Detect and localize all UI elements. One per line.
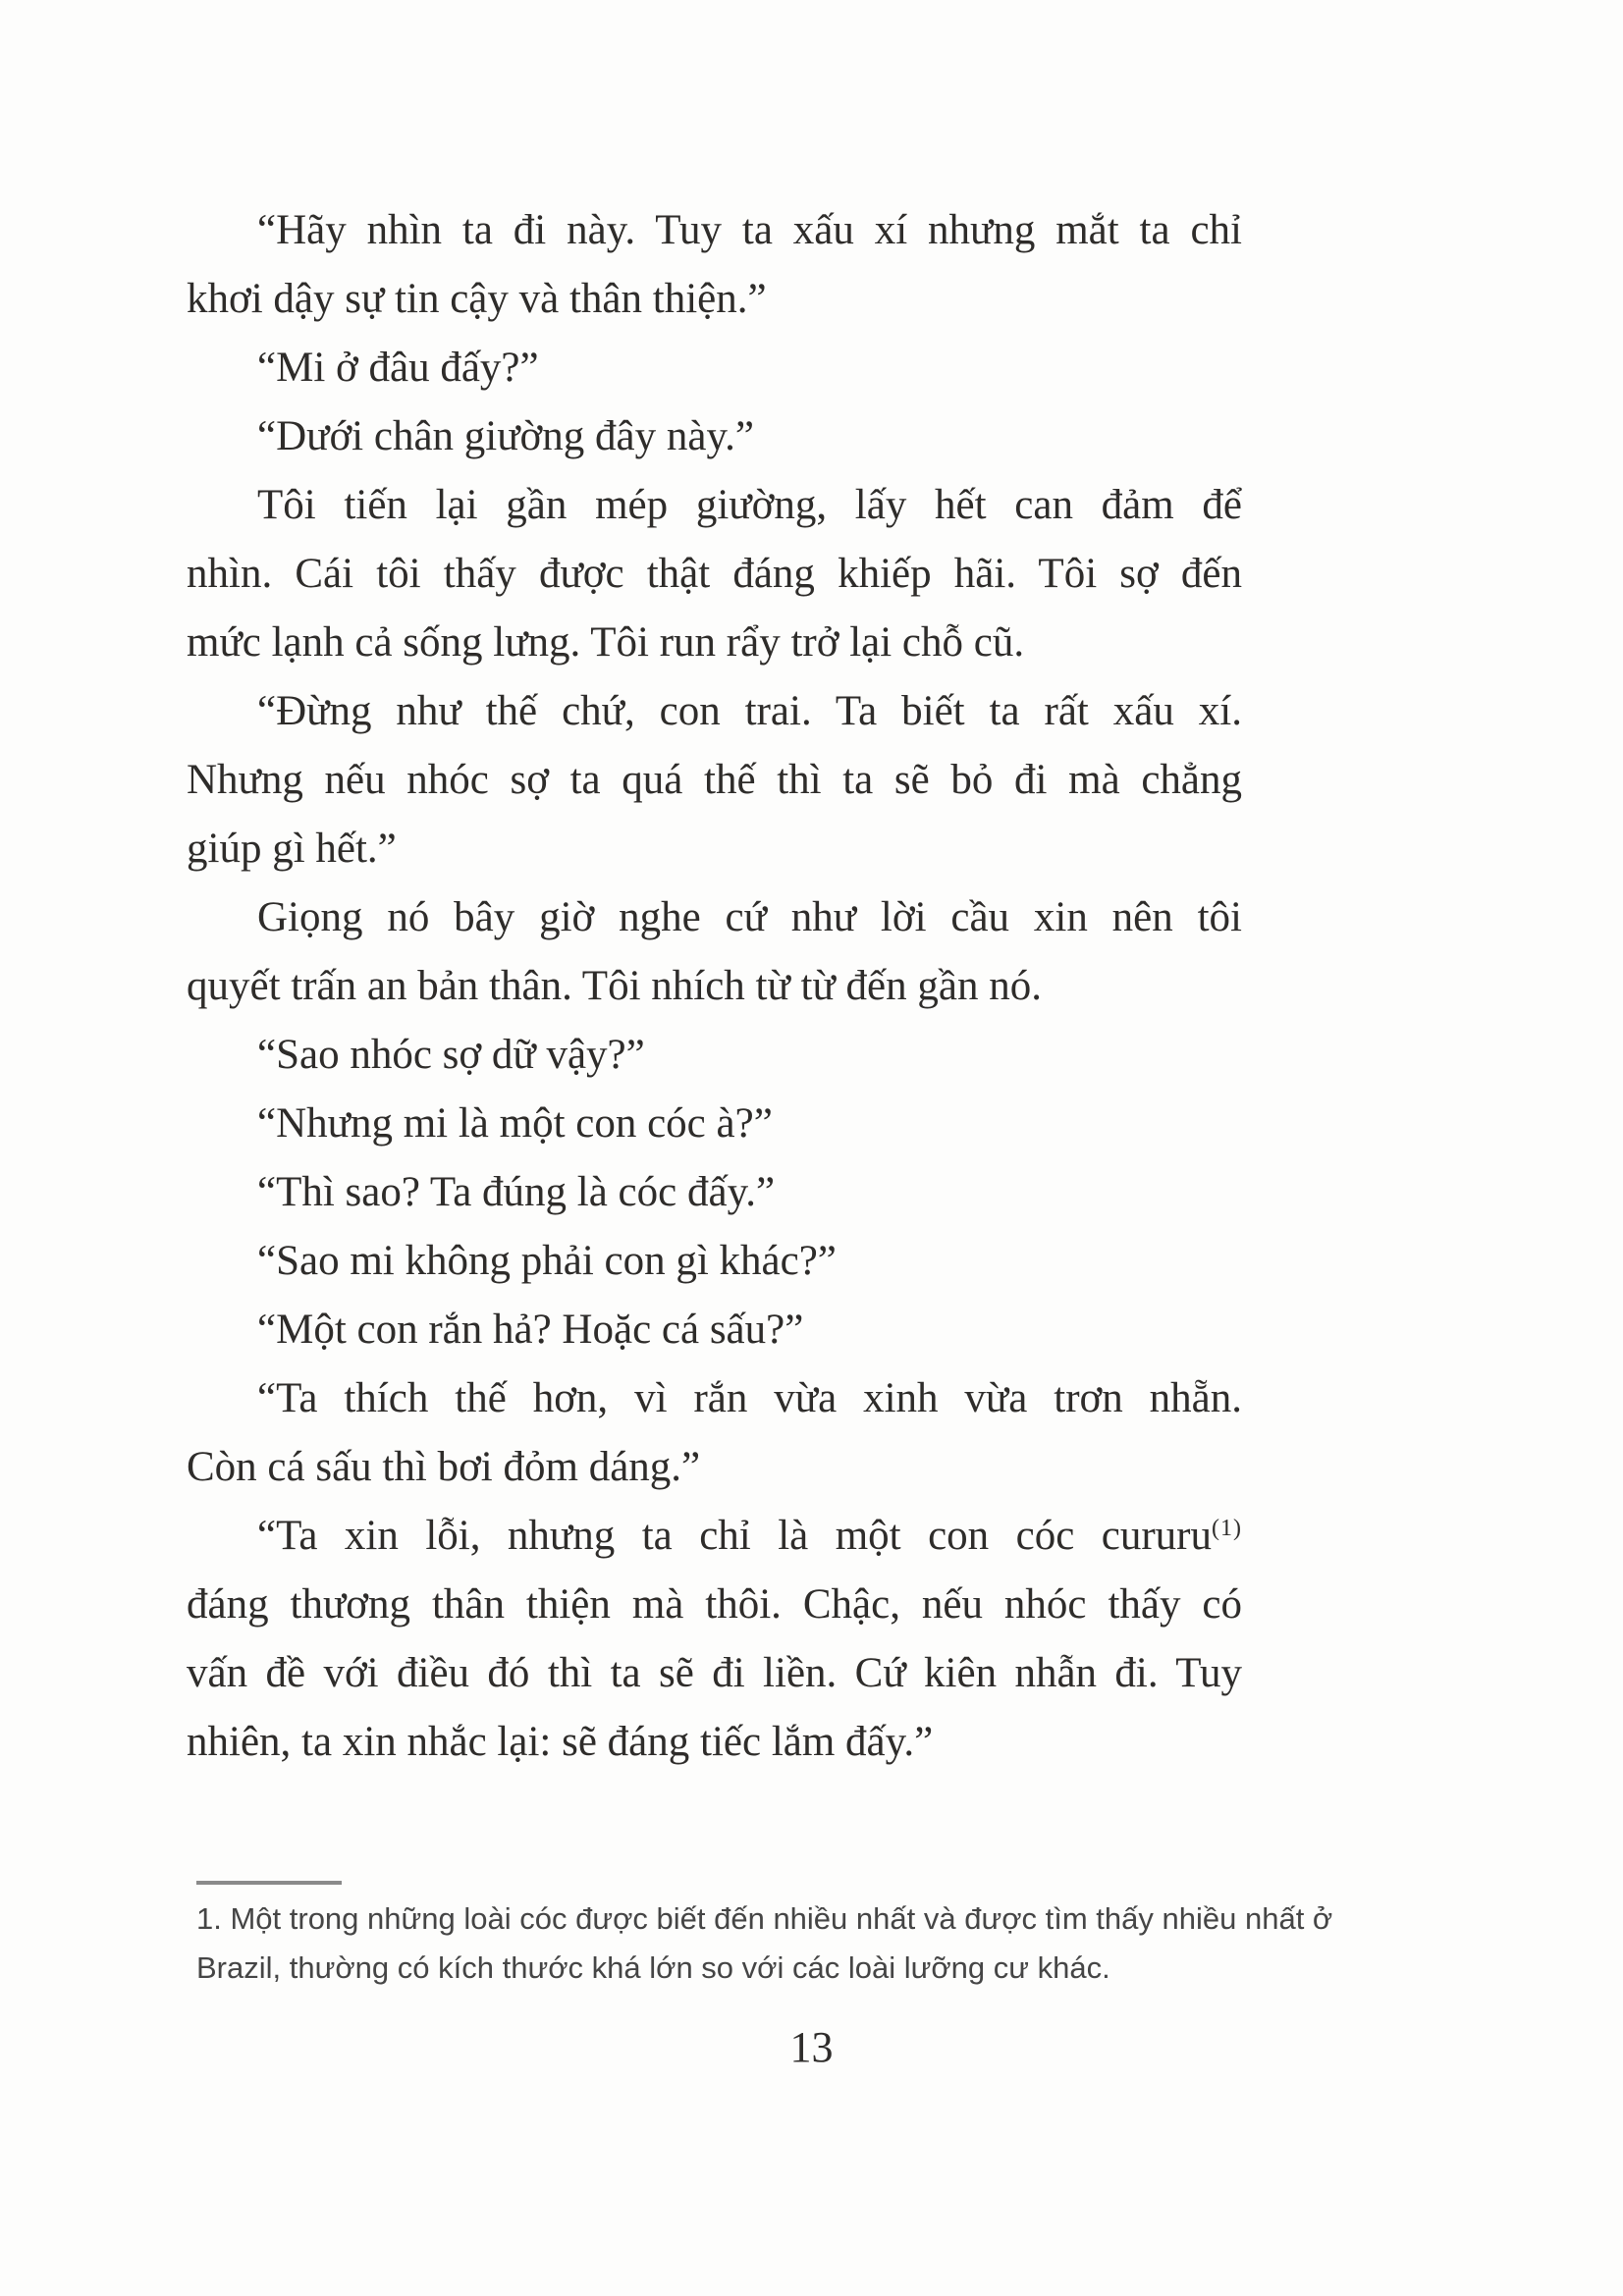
text-line: đáng thương thân thiện mà thôi. Chậc, nếu nhóc thấy có bbox=[187, 1581, 1242, 1628]
paragraph bbox=[187, 1158, 1242, 1227]
footnote-divider bbox=[196, 1881, 342, 1885]
text-line: “Nhưng mi là một con cóc à?” bbox=[257, 1100, 773, 1147]
footnote bbox=[196, 1895, 1434, 1993]
footnote-marker-sup: (1) bbox=[1212, 1516, 1242, 1541]
paragraph bbox=[187, 883, 1242, 1021]
paragraph bbox=[187, 402, 1242, 471]
footnote-line: 1. Một trong những loài cóc được biết đến nhiều nhất và được tìm thấy nhiều nhất ở bbox=[196, 1901, 1333, 1936]
paragraph bbox=[187, 334, 1242, 402]
text-line bbox=[187, 1502, 1242, 1571]
text-line: “Ta thích thế hơn, vì rắn vừa xinh vừa trơn nhẵn. bbox=[257, 1375, 1242, 1421]
text-line: “Sao mi không phải con gì khác?” bbox=[257, 1238, 837, 1284]
paragraph bbox=[187, 1296, 1242, 1364]
text-line-main: “Ta xin lỗi, nhưng ta chỉ là một con cóc cururu bbox=[257, 1513, 1213, 1559]
paragraph bbox=[187, 1090, 1242, 1158]
text-line: “Hãy nhìn ta đi này. Tuy ta xấu xí nhưng mắt ta chỉ bbox=[257, 207, 1242, 253]
text-line: nhiên, ta xin nhắc lại: sẽ đáng tiếc lắm đấy.” bbox=[187, 1719, 934, 1765]
text-line: “Thì sao? Ta đúng là cóc đấy.” bbox=[257, 1169, 776, 1215]
paragraph bbox=[187, 1502, 1242, 1777]
paragraph bbox=[187, 1021, 1242, 1090]
text-line: giúp gì hết.” bbox=[187, 826, 397, 872]
text-line: mức lạnh cả sống lưng. Tôi run rẩy trở lại chỗ cũ. bbox=[187, 619, 1025, 666]
text-line: “Dưới chân giường đây này.” bbox=[257, 413, 755, 459]
paragraph bbox=[187, 1227, 1242, 1296]
paragraph bbox=[187, 471, 1242, 677]
text-line: “Đừng như thế chứ, con trai. Ta biết ta rất xấu xí. bbox=[257, 688, 1242, 734]
text-line: Tôi tiến lại gần mép giường, lấy hết can đảm để bbox=[257, 482, 1242, 528]
footnote-line: Brazil, thường có kích thước khá lớn so với các loài lưỡng cư khác. bbox=[196, 1950, 1110, 1985]
paragraph bbox=[187, 196, 1242, 334]
paragraph bbox=[187, 1364, 1242, 1502]
text-line: “Sao nhóc sợ dữ vậy?” bbox=[257, 1032, 645, 1078]
text-line: Nhưng nếu nhóc sợ ta quá thế thì ta sẽ bỏ đi mà chẳng bbox=[187, 757, 1242, 803]
text-line: “Mi ở đâu đấy?” bbox=[257, 345, 539, 391]
text-line: Giọng nó bây giờ nghe cứ như lời cầu xin nên tôi bbox=[257, 894, 1242, 940]
text-line: nhìn. Cái tôi thấy được thật đáng khiếp hãi. Tôi sợ đến bbox=[187, 551, 1242, 597]
paragraph bbox=[187, 677, 1242, 883]
text-line: quyết trấn an bản thân. Tôi nhích từ từ đến gần nó. bbox=[187, 963, 1042, 1009]
text-line: Còn cá sấu thì bơi đỏm dáng.” bbox=[187, 1444, 701, 1490]
page-body-text bbox=[187, 196, 1242, 1777]
text-line: khơi dậy sự tin cậy và thân thiện.” bbox=[187, 276, 767, 322]
text-line: vấn đề với điều đó thì ta sẽ đi liền. Cứ kiên nhẫn đi. Tuy bbox=[187, 1650, 1242, 1696]
page-number: 13 bbox=[789, 2023, 834, 2071]
text-line: “Một con rắn hả? Hoặc cá sấu?” bbox=[257, 1307, 804, 1353]
